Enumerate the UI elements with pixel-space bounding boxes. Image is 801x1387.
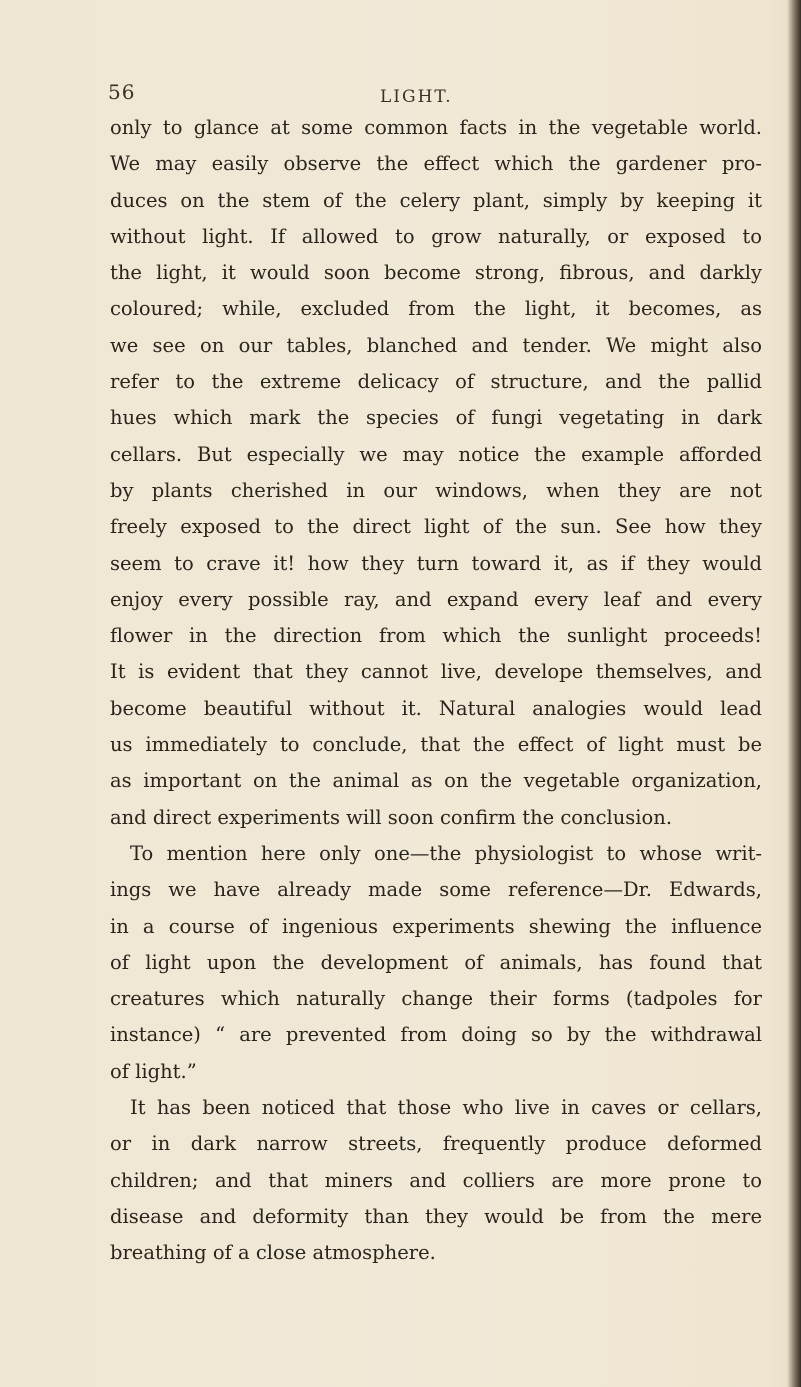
text-line: seem to crave it! how they turn toward it, as if they would [110,551,762,575]
text-line: cellars. But especially we may notice the example afforded [110,442,762,466]
text-line: breathing of a close atmosphere. [110,1241,436,1265]
page-number: 56 [108,80,136,104]
text-line: flower in the direction from which the sunlight proceeds! [110,624,762,648]
text-line: hues which mark the species of fungi vegetating in dark [110,406,762,430]
text-line: We may easily observe the effect which the gardener pro- [110,152,762,176]
text-line: or in dark narrow streets, frequently produce deformed [110,1132,762,1156]
text-line: coloured; while, excluded from the light, it becomes, as [110,297,762,321]
text-line: creatures which naturally change their forms (tadpoles for [110,987,762,1011]
text-line: disease and deformity than they would be from the mere [110,1204,762,1228]
text-line: duces on the stem of the celery plant, simply by keeping it [110,188,762,212]
text-line: the light, it would soon become strong, fibrous, and darkly [110,261,762,285]
text-line: ings we have already made some reference—Dr. Edwards, [110,878,762,902]
page-edge-shadow [787,0,801,1387]
text-line: refer to the extreme delicacy of structure, and the pallid [110,370,762,394]
text-line: enjoy every possible ray, and expand every leaf and every [110,587,762,611]
text-line: children; and that miners and colliers are more prone to [110,1168,762,1192]
text-line: and direct experiments will soon confirm the conclusion. [110,805,673,829]
text-line: without light. If allowed to grow naturally, or exposed to [110,224,762,248]
text-line: only to glance at some common facts in the vegetable world. [110,116,762,139]
text-line: instance) “ are prevented from doing so by the withdrawal [110,1023,762,1047]
text-line: us immediately to conclude, that the effect of light must be [110,733,762,757]
text-line: To mention here only one—the physiologist to whose writ- [130,841,762,865]
text-line: in a course of ingenious experiments shewing the influence [110,914,762,938]
running-title: LIGHT. [380,87,453,107]
text-line: as important on the animal as on the vegetable organization, [110,769,762,793]
body-text [110,110,762,1272]
text-line: of light upon the development of animals, has found that [110,950,762,974]
text-line: It is evident that they cannot live, develope themselves, and [110,660,762,684]
text-line: freely exposed to the direct light of the sun. See how they [110,515,762,539]
text-line: It has been noticed that those who live in caves or cellars, [130,1096,762,1120]
text-line: by plants cherished in our windows, when they are not [110,478,762,502]
text-line: of light.” [110,1059,197,1083]
text-line: we see on our tables, blanched and tender. We might also [110,333,762,357]
text-line: become beautiful without it. Natural analogies would lead [110,696,762,720]
